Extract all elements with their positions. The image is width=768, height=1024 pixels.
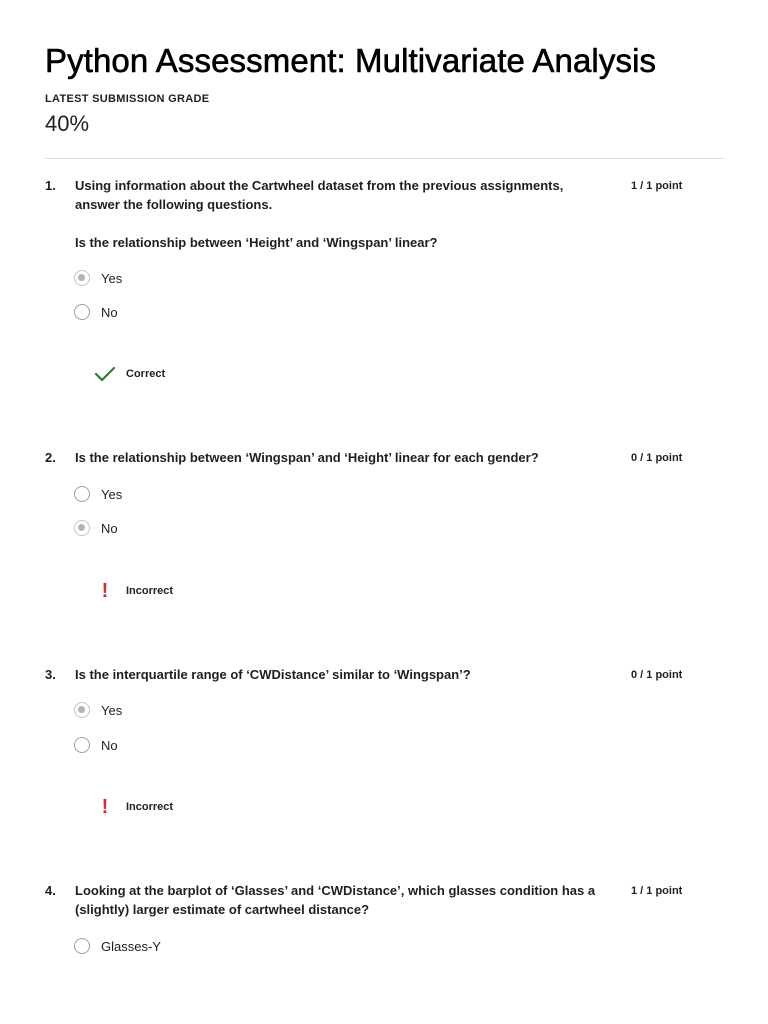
option-no[interactable] bbox=[74, 518, 118, 538]
question-points: 1 / 1 point bbox=[631, 180, 683, 192]
radio-button-selected[interactable] bbox=[74, 520, 90, 536]
feedback-incorrect bbox=[94, 581, 173, 601]
question-text: Looking at the barplot of ‘Glasses’ and ‘CWDistance’, which glasses condition has a (slightly) larger estimate of cartwheel distance? bbox=[75, 883, 596, 917]
radio-button[interactable] bbox=[74, 304, 90, 320]
question-text: Is the relationship between ‘Wingspan’ and ‘Height’ linear for each gender? bbox=[75, 450, 539, 465]
option-no[interactable] bbox=[74, 302, 118, 322]
question-number: 3. bbox=[45, 667, 56, 682]
exclamation-icon: ! bbox=[101, 796, 109, 818]
option-label: Yes bbox=[101, 486, 123, 502]
check-icon bbox=[94, 364, 116, 384]
option-label: Yes bbox=[101, 270, 123, 286]
grade-label: LATEST SUBMISSION GRADE bbox=[45, 93, 210, 105]
grade-value: 40% bbox=[45, 111, 90, 136]
option-label: Yes bbox=[101, 702, 123, 718]
radio-button[interactable] bbox=[74, 737, 90, 753]
option-label: No bbox=[101, 737, 118, 753]
question-points: 0 / 1 point bbox=[631, 669, 683, 681]
option-yes[interactable] bbox=[74, 268, 122, 288]
question-number: 1. bbox=[45, 178, 56, 193]
option-label: No bbox=[101, 304, 118, 320]
option-yes[interactable] bbox=[74, 484, 122, 504]
feedback-correct bbox=[94, 364, 165, 384]
question-points: 1 / 1 point bbox=[631, 885, 683, 897]
radio-button-selected[interactable] bbox=[74, 270, 90, 286]
feedback-label: Correct bbox=[126, 368, 166, 380]
feedback-label: Incorrect bbox=[126, 585, 174, 597]
option-yes[interactable] bbox=[74, 700, 122, 720]
question-points: 0 / 1 point bbox=[631, 452, 683, 464]
header-divider bbox=[45, 158, 725, 159]
radio-button[interactable] bbox=[74, 486, 90, 502]
radio-button-selected[interactable] bbox=[74, 702, 90, 718]
question-text: Is the interquartile range of ‘CWDistance’ similar to ‘Wingspan’? bbox=[75, 667, 471, 682]
option-no[interactable] bbox=[74, 735, 118, 755]
feedback-incorrect bbox=[94, 797, 173, 817]
option-glasses-y[interactable] bbox=[74, 936, 161, 956]
question-number: 4. bbox=[45, 883, 56, 898]
feedback-label: Incorrect bbox=[126, 801, 174, 813]
option-label: No bbox=[101, 520, 118, 536]
question-number: 2. bbox=[45, 450, 56, 465]
question-text: Using information about the Cartwheel dataset from the previous assignments, answer the following questions. bbox=[75, 178, 564, 212]
page-title: Python Assessment: Multivariate Analysis bbox=[45, 42, 657, 79]
question-subtext: Is the relationship between ‘Height’ and ‘Wingspan’ linear? bbox=[75, 235, 438, 250]
radio-button[interactable] bbox=[74, 938, 90, 954]
option-label: Glasses-Y bbox=[101, 938, 161, 954]
exclamation-icon: ! bbox=[101, 580, 109, 602]
